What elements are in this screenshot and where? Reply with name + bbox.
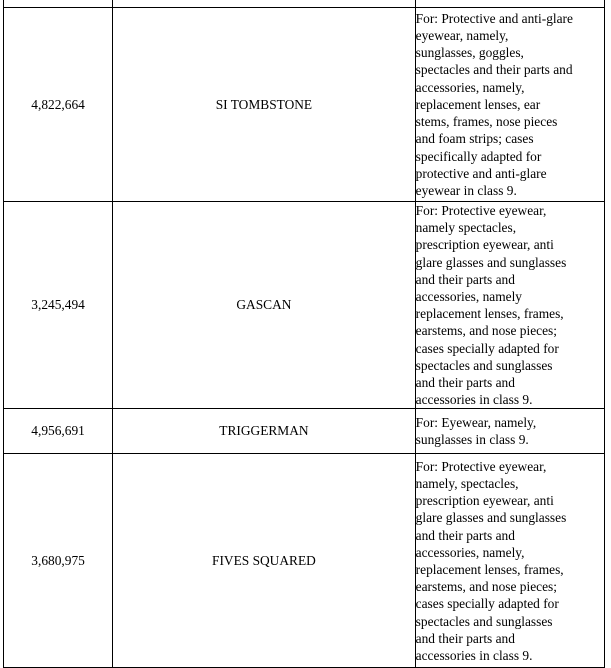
goods-description-line: accessories, namely, (415, 544, 525, 560)
goods-description-line: accessories in class 9. (415, 392, 533, 408)
empty-cell (415, 0, 604, 8)
goods-description-line: spectacles and sunglasses (415, 613, 553, 629)
goods-description-line: accessories, namely, (415, 79, 525, 95)
goods-description-line: namely, spectacles, (415, 475, 519, 491)
goods-description-line: eyewear, namely, (415, 28, 509, 44)
goods-description-line: For: Protective eyewear, (415, 458, 547, 474)
goods-description-line: and foam strips; cases (415, 131, 534, 147)
registration-number-cell: 4,822,664 (4, 8, 113, 202)
goods-description-line: glare glasses and sunglasses (415, 510, 567, 526)
empty-cell (113, 0, 416, 8)
goods-description-cell (415, 8, 604, 202)
mark-name-cell: FIVES SQUARED (113, 454, 416, 668)
goods-description-line: accessories in class 9. (415, 647, 533, 663)
goods-description-line: stems, frames, nose pieces (415, 114, 558, 130)
goods-description-line: cases specially adapted for (415, 596, 559, 612)
goods-description-line: For: Protective and anti-glare (415, 10, 573, 26)
goods-description-line: prescription eyewear, anti (415, 237, 554, 253)
goods-description-line: and their parts and (415, 527, 515, 543)
goods-description-line: and their parts and (415, 271, 515, 287)
goods-description-line: sunglasses, goggles, (415, 45, 524, 61)
goods-description-line: replacement lenses, ear (415, 96, 541, 112)
goods-description-line: eyewear in class 9. (415, 182, 517, 198)
table-row (4, 454, 605, 668)
table-row (4, 202, 605, 409)
mark-name-cell: GASCAN (113, 202, 416, 409)
registration-number-cell: 4,956,691 (4, 409, 113, 454)
goods-description-line: replacement lenses, frames, (415, 306, 564, 322)
goods-description-line: specifically adapted for (415, 148, 542, 164)
empty-cell (4, 0, 113, 8)
goods-description-line: replacement lenses, frames, (415, 561, 564, 577)
trademark-table (3, 0, 605, 668)
goods-description-line: earstems, and nose pieces; (415, 323, 557, 339)
registration-number-cell: 3,680,975 (4, 454, 113, 668)
table-row (4, 8, 605, 202)
goods-description-line: For: Eyewear, namely, (415, 415, 537, 431)
goods-description-line: cases specially adapted for (415, 340, 559, 356)
table-row-top-continuation (4, 0, 605, 8)
mark-name-cell: SI TOMBSTONE (113, 8, 416, 202)
mark-name-cell: TRIGGERMAN (113, 409, 416, 454)
goods-description-line: glare glasses and sunglasses (415, 254, 567, 270)
goods-description-line: accessories, namely (415, 289, 523, 305)
goods-description-line: spectacles and sunglasses (415, 357, 553, 373)
goods-description-cell (415, 202, 604, 409)
goods-description-line: prescription eyewear, anti (415, 493, 554, 509)
goods-description-line: spectacles and their parts and (415, 62, 573, 78)
goods-description-line: earstems, and nose pieces; (415, 579, 557, 595)
goods-description-line: For: Protective eyewear, (415, 203, 547, 218)
registration-number-cell: 3,245,494 (4, 202, 113, 409)
goods-description-line: and their parts and (415, 375, 515, 391)
goods-description-line: protective and anti-glare (415, 165, 547, 181)
goods-description-cell (415, 454, 604, 668)
goods-description-line: and their parts and (415, 630, 515, 646)
goods-description-line: namely spectacles, (415, 220, 517, 236)
trademark-table-body (4, 0, 605, 668)
table-row (4, 409, 605, 454)
goods-description-cell (415, 409, 604, 454)
goods-description-line: sunglasses in class 9. (415, 432, 529, 448)
